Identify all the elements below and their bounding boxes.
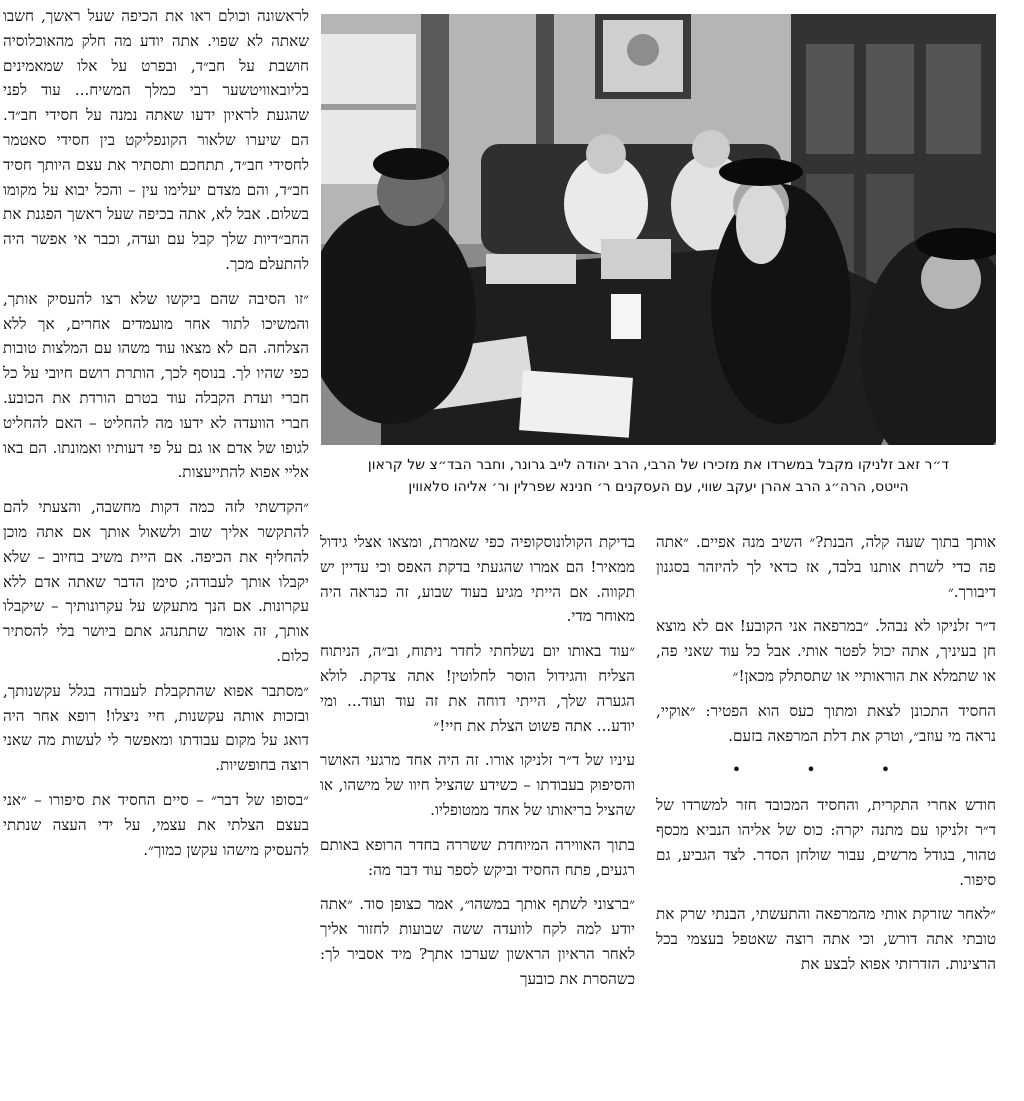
paragraph: אותך בתוך שעה קלה, הבנת?״ השיב מנה אפיים. ״אתה פה כדי לשרת אותנו בלבד, אז כדאי לך להיזהר בסגנון דיבורך.״ — [656, 533, 996, 601]
photo-illustration — [321, 14, 996, 445]
paragraph: ד״ר זלניקו לא נבהל. ״במרפאה אני הקובע! אם לא מוצא חן בעיניך, אתה יכול לפטר אותי. אבל כל עוד שאני פה, או שתמלא את הוראותיי או שתסתלק מכאן!״ — [656, 617, 996, 685]
caption-line: הייטס, הרה״ג הרב אהרן יעקב שווי, עם העסקנים ר׳ חנינא שפרלין ור׳ אליהו סלאווין — [408, 479, 909, 495]
paragraph: ״לאחר שזרקת אותי מהמרפאה והתעשתי, הבנתי שרק את טובתי אתה דורש, וכי אתה רוצה שאטפל בעצמי בכל הרצינות. הזדרזתי אפוא לבצע את — [656, 905, 996, 973]
section-divider: • • • — [731, 760, 921, 780]
paragraph: ״מסתבר אפוא שהתקבלת לעבודה בגלל עקשנותך, ובזכות אותה עקשנות, חיי ניצלו! רופא אחר היה דואג על מקום עבודתו ומאפשר לי לעשות מה שאני רוצה בחופשיות. — [3, 681, 309, 775]
article-photo — [321, 14, 996, 445]
paragraph: לראשונה וכולם ראו את הכיפה שעל ראשך, חשבו שאתה לא שפוי. אתה יודע מה חלק מהאוכלוסיה חושבת על חב״ד, ובפרט על אלו שמאמינים בליובאוויטשער רבי כמלך המשיח... עוד לפני שהגעת לראיון ידעו שאתה נמנה על חסידי חב״ד. הם שיערו שלאור הקונפליקט בין חסידי סאטמר לחסידי חב״ד, תתחכם ותסתיר את עצם היותך חסיד חב״ד, והם מצדם יעלימו עין – והכל יבוא על מקומו בשלום. אבל לא, אתה בכיפה שעל ראשך הפגנת את החב״דיות שלך קבל עם ועדה, וכבר אי אפשר היה להתעלם מכך. — [3, 7, 309, 273]
paragraph: ״זו הסיבה שהם ביקשו שלא רצו להעסיק אותך, והמשיכו לתור אחר מועמדים אחרים, אך ללא הצלחה. הם לא מצאו עוד משהו עם המלצות טובות כפי שהיו לך. בנוסף לכך, הותרת רושם חיובי על כל חברי ועדת הקבלה עוד בטרם הורדת את הכובע. חברי הוועדה לא ידעו מה להחליט – האם להחליט לגופו של אדם או גם על פי דעותיו ואמונתו. הם באו אליי אפוא להתייעצות. — [3, 289, 309, 482]
paragraph: ״ברצוני לשתף אותך במשהו״, אמר כצופן סוד. ״אתה יודע למה לקח לוועדה ששה שבועות לחזור אליך לאחר הראיון הראשון שערכו אתך? מיד אסביר לך: כשהסרת את כובעך — [320, 895, 635, 988]
paragraph: חודש אחרי התקרית, והחסיד המכובד חזר למשרדו של ד״ר זלניקו עם מתנה יקרה: כוס של אליהו הנביא מכסף טהור, בגודל מרשים, עבור שולחן הסדר. לצד הגביע, גם סיפור. — [656, 796, 996, 889]
article-column-left — [656, 530, 996, 987]
paragraph: עיניו של ד״ר זלניקו אורו. זה היה אחד מרגעי האושר והסיפוק בעבודתו – כשידע שהציל חיוו של מישהו, או שהציל בריאותו של אחד ממטופליו. — [320, 751, 635, 819]
paragraph: ״הקדשתי לזה כמה דקות מחשבה, והצעתי להם להתקשר אליך שוב ולשאול אותך אם אתה מוכן להחליף את הכיפה. אם היית משיב בחיוב – שלא יקבלו אותך לעבודה; סימן הדבר שאתה אדם ללא עקרונות. אם הנך מתעקש על עקרונותיך – שיקבלו אותך, זה אומר שתתנהג אתם ביושר בלי להסתיר כלום. — [3, 498, 309, 665]
photo-caption — [321, 454, 996, 498]
article-column-middle — [320, 530, 635, 1002]
paragraph: בדיקת הקולונוסקופיה כפי שאמרת, ומצאו אצלי גידול ממאיר! הם אמרו שהגעתי בדקת האפס וכי עדיין יש תקווה. אם הייתי מגיע בעוד שבוע, זה כנראה היה מאוחר מדי. — [320, 533, 635, 626]
paragraph: ״עוד באותו יום נשלחתי לחדר ניתוח, וב״ה, הניתוח הצליח והגידול הוסר לחלוטין! אתה צדקת. לולא הגערה שלך, הייתי דוחה את זה עוד ועוד... ומי יודע... אתה פשוט הצלת את חיי!״ — [320, 642, 635, 735]
paragraph: בתוך האווירה המיוחדת ששררה בחדר הרופא באותם רגעים, פתח החסיד וביקש לספר עוד דבר מה: — [320, 835, 635, 879]
paragraph: ״בסופו של דבר״ – סיים החסיד את סיפורו – ״אני בעצם הצלתי את עצמי, על ידי העצה שנתתי להעסיק מישהו עקשן כמוך״. — [3, 790, 309, 859]
paragraph: החסיד התכונן לצאת ומתוך כעס הוא הפטיר: ״אוקיי, נראה מי עוזב״, וטרק את דלת המרפאה בזעם. — [656, 701, 996, 745]
article-column-right — [3, 4, 309, 872]
caption-line: ד״ר זאב זלניקו מקבל במשרדו את מזכירו של הרבי, הרב יהודה לייב גרונר, וחבר הבד״צ של קראון — [367, 457, 950, 473]
